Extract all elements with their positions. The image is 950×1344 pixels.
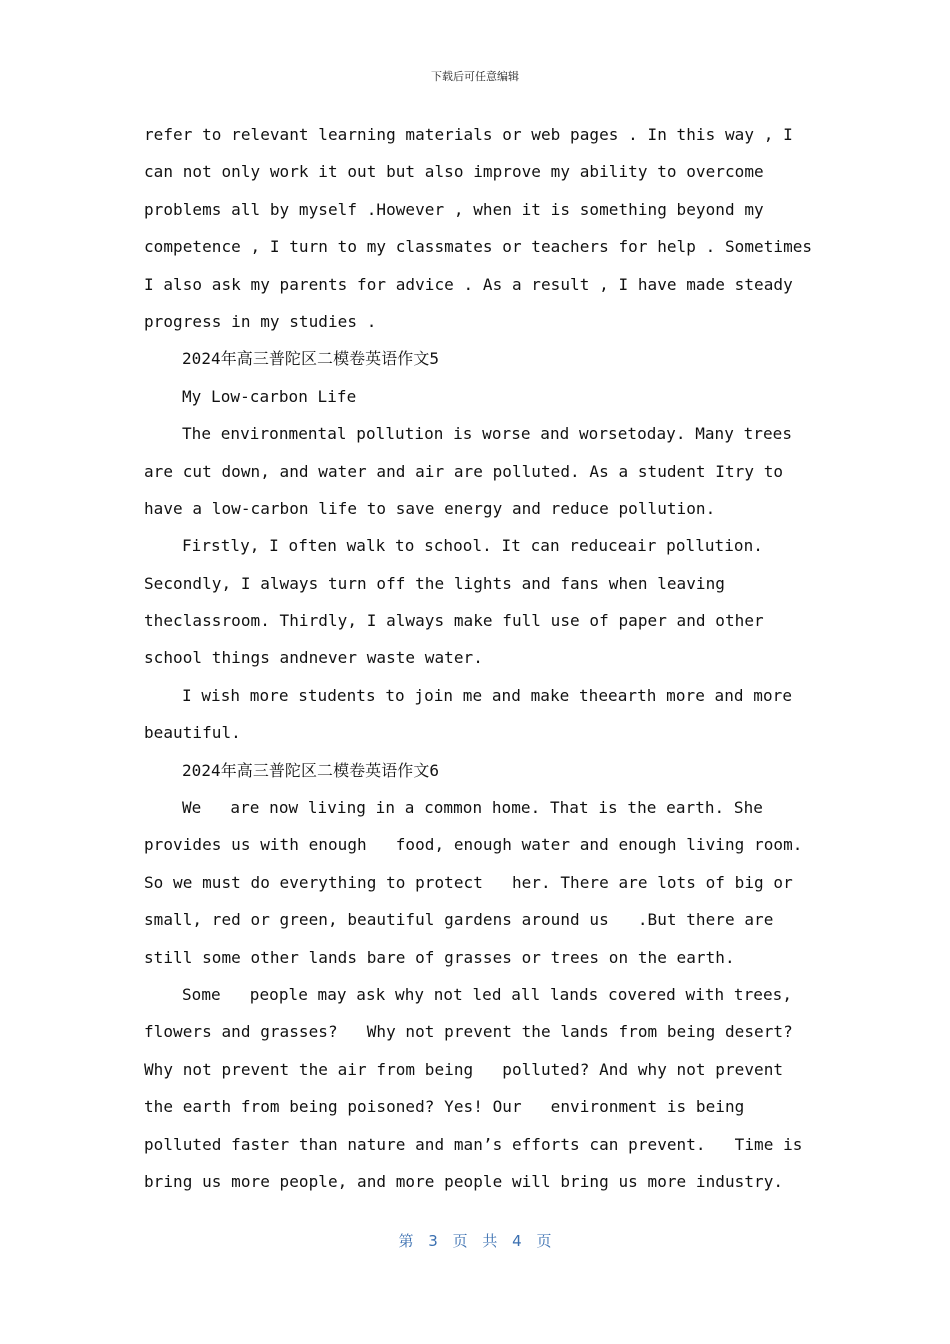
text-line: polluted faster than nature and man’s efforts can prevent. Time is [144,1134,803,1154]
text-line: I wish more students to join me and make theearth more and more [182,685,793,705]
text-line: The environmental pollution is worse and worsetoday. Many trees [182,424,793,444]
page-header: 下载后可任意编辑 [431,70,519,83]
text-line: So we must do everything to protect her. There are lots of big or [144,872,793,892]
text-line: bring us more people, and more people will bring us more industry. [144,1171,784,1191]
text-line: flowers and grasses? Why not prevent the lands from being desert? [144,1022,793,1042]
text-line: beautiful. [144,723,241,743]
text-line: competence , I turn to my classmates or teachers for help . Sometimes [144,237,813,257]
text-line: progress in my studies . [144,311,377,331]
text-line: problems all by myself .However , when it is something beyond my [144,199,764,219]
text-line: Secondly, I always turn off the lights and fans when leaving [144,573,725,593]
page-number: 第 3 页 共 4 页 [398,1232,552,1250]
text-line: are cut down, and water and air are polluted. As a student Itry to [144,461,784,481]
text-line: Firstly, I often walk to school. It can reduceair pollution. [182,536,763,556]
text-line: I also ask my parents for advice . As a result , I have made steady [144,274,793,294]
text-line: school things andnever waste water. [144,648,483,668]
text-line: the earth from being poisoned? Yes! Our environment is being [144,1097,745,1117]
text-line: theclassroom. Thirdly, I always make full use of paper and other [144,611,764,631]
text-line: have a low-carbon life to save energy and reduce pollution. [144,498,716,518]
text-line: provides us with enough food, enough water and enough living room. [144,835,803,855]
document-body [144,116,814,1200]
text-line: Why not prevent the air from being polluted? And why not prevent [144,1059,784,1079]
text-line: still some other lands bare of grasses or trees on the earth. [144,947,735,967]
text-line: My Low-carbon Life [182,386,357,406]
text-line: 2024年高三普陀区二模卷英语作文6 [182,760,440,780]
text-line: We are now living in a common home. That is the earth. She [182,798,763,818]
text-line: small, red or green, beautiful gardens around us .But there are [144,910,774,930]
text-line: can not only work it out but also improve my ability to overcome [144,162,764,182]
text-line: 2024年高三普陀区二模卷英语作文5 [182,349,440,369]
text-line: Some people may ask why not led all lands covered with trees, [182,984,793,1004]
text-line: refer to relevant learning materials or web pages . In this way , I [144,125,793,144]
